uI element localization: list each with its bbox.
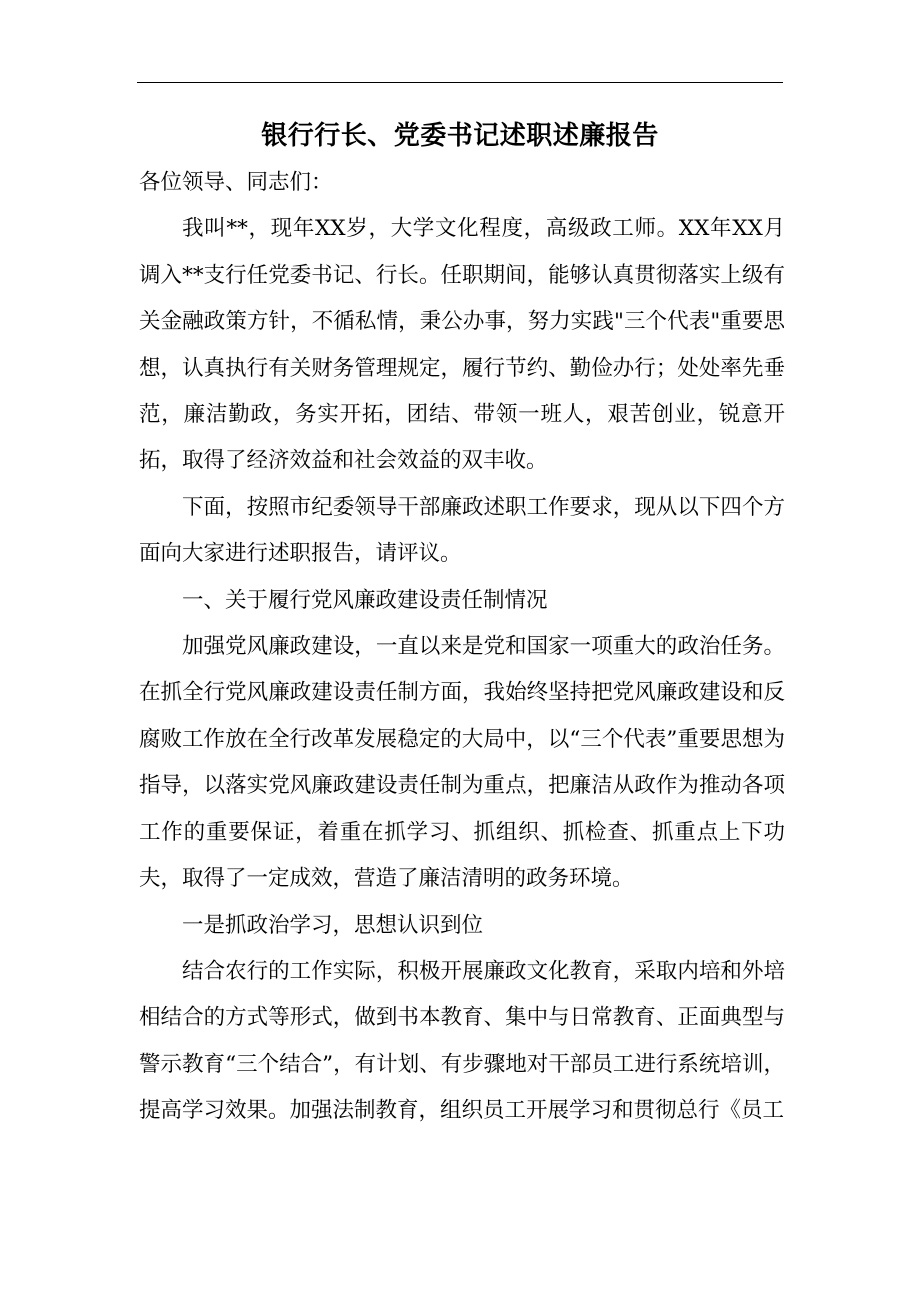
subsection-heading-1: 一是抓政治学习，思想认识到位 [182,912,484,938]
document-title: 银行行长、党委书记述职述廉报告 [261,121,659,151]
document-body [139,160,785,1135]
header-rule [137,82,783,83]
paragraph-study: 结合农行的工作实际，积极开展廉政文化教育，采取内培和外培相结合的方式等形式，做到书本教育、集中与日常教育、正面典型与警示教育“三个结合”，有计划、有步骤地对干部员工进行系统培训，提高学习效果。加强法制教育，组织员工开展学习和贯彻总行《员工 [139,958,785,1124]
salutation: 各位领导、同志们： [139,170,333,195]
section-heading-1: 一、关于履行党风廉政建设责任制情况 [182,587,548,613]
paragraph-party-conduct: 加强党风廉政建设，一直以来是党和国家一项重大的政治任务。在抓全行党风廉政建设责任制方面，我始终坚持把党风廉政建设和反腐败工作放在全行改革发展稳定的大局中，以“三个代表”重要思想为指导，以落实党风廉政建设责任制为重点，把廉洁从政作为推动各项工作的重要保证，着重在抓学习、抓组织、抓检查、抓重点上下功夫，取得了一定成效，营造了廉洁清明的政务环境。 [139,634,785,892]
paragraph-report-plan: 下面，按照市纪委领导干部廉政述职工作要求，现从以下四个方面向大家进行述职报告，请评议。 [139,494,785,567]
paragraph-intro: 我叫**，现年XX岁，大学文化程度，高级政工师。XX年XX月调入**支行任党委书记、行长。任职期间，能够认真贯彻落实上级有关金融政策方针，不循私情，秉公办事，努力实践"三个代表"重要思想，认真执行有关财务管理规定，履行节约、勤俭办行；处处率先垂范，廉洁勤政，务实开拓，团结、带领一班人，艰苦创业，锐意开拓，取得了经济效益和社会效益的双丰收。 [139,216,785,474]
